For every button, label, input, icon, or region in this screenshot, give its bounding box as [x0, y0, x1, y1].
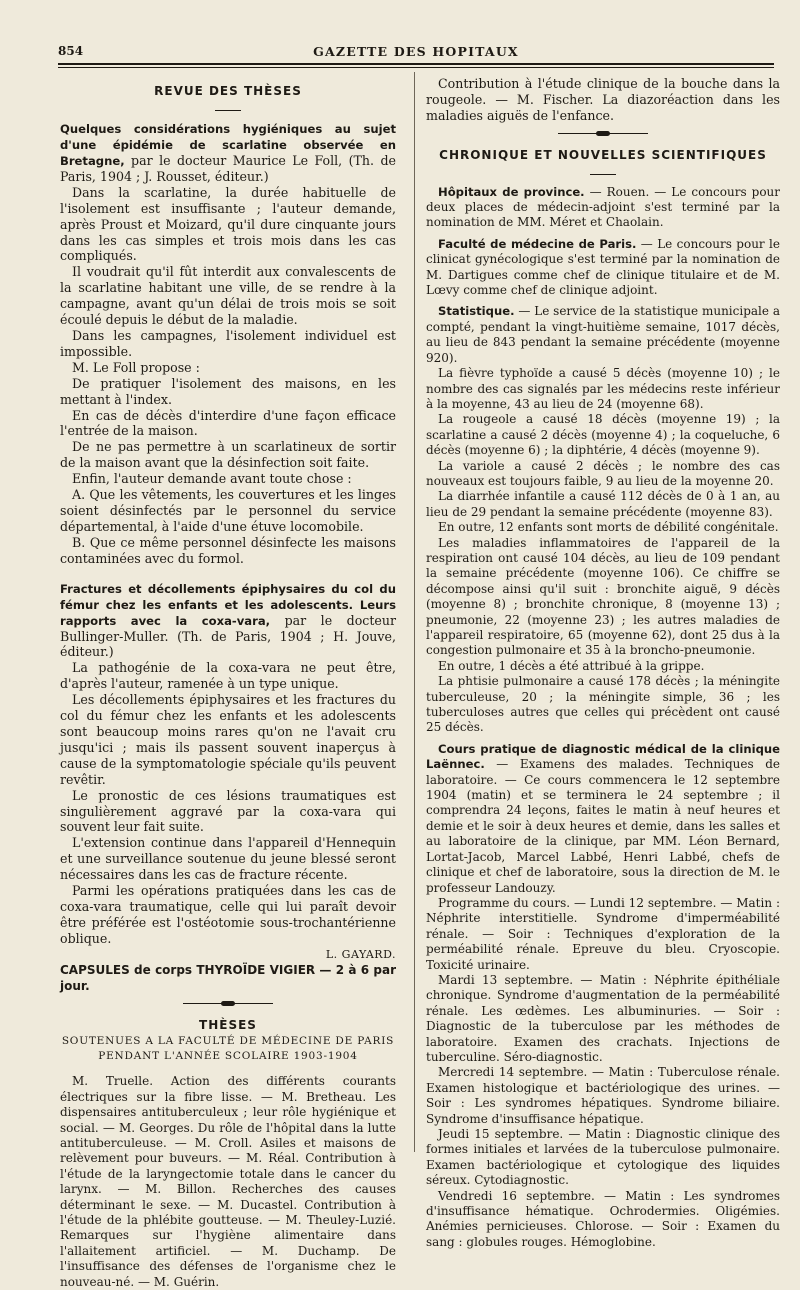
paragraph: La pathogénie de la coxa-vara ne peut être, d'après l'auteur, ramenée à un type unique.: [60, 660, 396, 692]
theses-list: M. Truelle. Action des différents courants électriques sur la fibre lisse. — M. Bretheau. Les dispensaires antituberculeux ; leur rôle hygiénique et social. — M. Georges. Du rôle de l'hôpital dans la lutte antituberculeuse. — M. Croll. Asiles et maisons de relèvement pour buveurs. — M. Réal. Contribution à l'étude de la laryngectomie totale dans le cancer du larynx. — M. Billon. Recherches des causes déterminant le sexe. — M. Ducastel. Contribution à l'étude de la phlébite goutteuse. — M. Theuley-Luzié. Remarques sur l'hygiène alimentaire dans l'allaitement artificiel. — M. Duchamp. De l'insuffisance des défenses de l'organisme chez le nouveau-né. — M. Guérin.: [60, 1074, 396, 1289]
journal-title: GAZETTE DES HOPITAUX: [313, 44, 519, 59]
page-number: 854: [58, 44, 84, 58]
header-rule-thin: [58, 67, 774, 68]
paragraph: La rougeole a causé 18 décès (moyenne 19) ; la scarlatine a causé 2 décès (moyenne 4) ; la coqueluche, 6 décès (moyenne 6) ; la diphtérie, 4 décès (moyenne 9).: [426, 412, 780, 458]
left-column: [60, 76, 396, 1290]
paragraph: Le pronostic de ces lésions traumatiques est singulièrement aggravé par la coxa-vara qui souvent leur fait suite.: [60, 787, 396, 835]
paragraph: Les décollements épiphysaires et les fractures du col du fémur chez les enfants et les adolescents sont beaucoup moins rares qu'on ne l'avait cru jusqu'ici ; mais ils passent souvent inaperçus à cause de la symptomatologie spéciale qu'ils peuvent revêtir.: [60, 692, 396, 787]
section-title-theses: THÈSES: [199, 1018, 257, 1033]
article-title: Fractures et décollements épiphysaires du col du fémur chez les enfants et les adolescents. Leurs rapports avec la coxa-vara,: [60, 581, 396, 628]
news-title: Statistique.: [438, 304, 515, 319]
paragraph: En outre, 1 décès a été attribué à la grippe.: [438, 658, 705, 673]
column-separator: [414, 72, 415, 1152]
paragraph: Jeudi 15 septembre. — Matin : Diagnostic clinique des formes initiales et larvées de la tuberculose pulmonaire. Examen bactériologique et cytologique des liquides séreux. Cytodiagnostic.: [426, 1127, 780, 1188]
news-item-faculte: [426, 237, 780, 299]
paragraph: En cas de décès d'interdire d'une façon efficace l'entrée de la maison.: [60, 407, 396, 439]
ornament-divider: [558, 133, 648, 138]
article-byline: par le docteur Maurice Le Foll, (Th. de Paris, 1904 ; J. Rousset, éditeur.): [60, 152, 396, 184]
signature: L. GAYARD.: [325, 947, 396, 961]
advertisement-line: CAPSULES de corps THYROÏDE VIGIER — 2 à 6 par jour.: [60, 962, 396, 993]
paragraph: M. Le Foll propose :: [72, 359, 200, 375]
article-header: [60, 581, 396, 661]
paragraph: Les maladies inflammatoires de l'appareil de la respiration ont causé 104 décès, au lieu de 109 pendant la semaine précédente (moyenne 106). Ce chiffre se décompose ainsi qu'il suit : bronchite aiguë, 9 décès (moyenne 8) ; bronchite chronique, 8 (moyenne 13) ; pneumonie, 22 (moyenne 23) ; les autres maladies de l'appareil respiratoire, 65 (moyenne 62), dont 25 dus à la congestion pulmonaire et 35 à la broncho-pneumonie.: [426, 535, 780, 658]
paragraph: Mercredi 14 septembre. — Matin : Tuberculose rénale. Examen histologique et bactériologique des urines. — Soir : Les syndromes hépatiques. Syndrome biliaire. Syndrome d'insuffisance hépatique.: [426, 1065, 780, 1126]
paragraph: La diarrhée infantile a causé 112 décès de 0 à 1 an, au lieu de 29 pendant la semaine précédente (moyenne 83).: [426, 489, 780, 519]
paragraph: L'extension continue dans l'appareil d'Hennequin et une surveillance soutenue du jeune blessé seront nécessaires dans les cas de fracture récente.: [60, 835, 396, 883]
paragraph: Dans la scarlatine, la durée habituelle de l'isolement est insuffisante ; l'auteur demande, après Proust et Moizard, qu'il dure cinquante jours dans les cas simples et trois mois dans les cas compliqués.: [60, 184, 396, 264]
article-title: Quelques considérations hygiéniques au sujet d'une épidémie de scarlatine observée en Bretagne,: [60, 121, 396, 168]
theses-subtitle: SOUTENUES A LA FACULTÉ DE MÉDECINE DE PARIS: [61, 1035, 395, 1048]
news-text: — Rouen. — Le concours pour deux places de médecin-adjoint s'est terminé par la nomination de MM. Méret et Chaolain.: [426, 184, 781, 230]
theses-subtitle-year: PENDANT L'ANNÉE SCOLAIRE 1903-1904: [98, 1050, 358, 1063]
divider: [215, 110, 241, 111]
article-header: [60, 121, 396, 185]
paragraph: Mardi 13 septembre. — Matin : Néphrite épithéliale chronique. Syndrome d'augmentation de la perméabilité rénale. Les œdèmes. Les albuminuries. — Soir : Diagnostic de la tuberculose par les méthodes de laboratoire. Examen des crachats. Injections de tuberculine. Séro-diagnostic.: [426, 972, 780, 1064]
paragraph: A. Que les vêtements, les couvertures et les linges soient désinfectés par le personnel du service départemental, à l'aide d'une étuve locomobile.: [60, 487, 396, 534]
paragraph: Vendredi 16 septembre. — Matin : Les syndromes d'insuffisance hématique. Ochrodermies. Oligémies. Anémies pernicieuses. Chlorose. — Soir : Examen du sang : globules rouges. Hémoglobine.: [426, 1188, 780, 1249]
news-title: Cours pratique de diagnostic médical de la clinique Laënnec.: [426, 741, 780, 772]
ornament-divider: [183, 1003, 273, 1008]
news-text: — Le concours pour le clinicat gynécologique s'est terminé par la nomination de M. Dartigues comme chef de clinique titulaire et de M. Lœvy comme chef de clinique adjoint.: [426, 236, 780, 298]
paragraph: Programme du cours. — Lundi 12 septembre. — Matin : Néphrite interstitielle. Syndrome d'imperméabilité rénale. — Soir : Techniques d'exploration de la perméabilité rénale. Epreuve du bleu. Cryoscopie. Toxicité urinaire.: [426, 895, 780, 972]
paragraph: La fièvre typhoïde a causé 5 décès (moyenne 10) ; le nombre des cas signalés par les médecins reste inférieur à la moyenne, 43 au lieu de 24 (moyenne 68).: [426, 366, 780, 411]
paragraph: La phtisie pulmonaire a causé 178 décès ; la méningite tuberculeuse, 20 ; la méningite simple, 36 ; les tuberculoses autres que celles qui précèdent ont causé 25 décès.: [426, 674, 780, 735]
paragraph: B. Que ce même personnel désinfecte les maisons contaminées avec du formol.: [60, 534, 396, 566]
paragraph: Enfin, l'auteur demande avant toute chose :: [72, 471, 352, 487]
section-title-revue: REVUE DES THÈSES: [154, 84, 302, 98]
paragraph: De pratiquer l'isolement des maisons, en les mettant à l'index.: [60, 375, 396, 407]
news-title: Hôpitaux de province.: [438, 184, 585, 199]
right-column: [426, 76, 780, 1250]
divider: [590, 174, 616, 175]
news-item-statistique: [426, 304, 780, 366]
header-rule: [58, 63, 774, 65]
news-text: — Examens des malades. Techniques de laboratoire. — Ce cours commencera le 12 septembre 1904 (matin) et se terminera le 24 septembre ; il comprendra 24 leçons, faites le matin à neuf heures et demie et le soir à deux heures et demie, dans les salles et au laboratoire de la clinique, par MM. Léon Bernard, Lortat-Jacob, Marcel Labbé, Henri Labbé, chefs de clinique et chef de laboratoire, sous la direction de M. le professeur Landouzy.: [426, 757, 780, 895]
news-text: — Le service de la statistique municipale a compté, pendant la vingt-huitième semaine, 1017 décès, au lieu de 843 pendant la semaine précédente (moyenne 920).: [426, 304, 780, 365]
continuation-paragraph: Contribution à l'étude clinique de la bouche dans la rougeole. — M. Fischer. La diazoréaction dans les maladies aiguës de l'enfance.: [426, 76, 780, 123]
article-byline: par le docteur Bullinger-Muller. (Th. de Paris, 1904 ; H. Jouve, éditeur.): [60, 612, 396, 660]
paragraph: En outre, 12 enfants sont morts de débilité congénitale.: [438, 520, 779, 535]
news-item-hopitaux: [426, 185, 780, 231]
section-title-chronique: CHRONIQUE ET NOUVELLES SCIENTIFIQUES: [439, 147, 767, 162]
news-title: Faculté de médecine de Paris.: [438, 236, 637, 251]
running-header: [58, 44, 774, 62]
paragraph: La variole a causé 2 décès ; le nombre des cas nouveaux est toujours faible, 9 au lieu de la moyenne 20.: [426, 458, 780, 488]
paragraph: Parmi les opérations pratiquées dans les cas de coxa-vara traumatique, celle qui lui paraît devoir être préférée est l'ostéotomie sous-trochantérienne oblique.: [60, 883, 396, 946]
news-item-cours: [426, 742, 780, 896]
paragraph: Dans les campagnes, l'isolement individuel est impossible.: [60, 327, 396, 359]
paragraph: Il voudrait qu'il fût interdit aux convalescents de la scarlatine habitant une ville, de se rendre à la campagne, avant qu'un délai de trois mois se soit écoulé depuis le début de la maladie.: [60, 264, 396, 328]
paragraph: De ne pas permettre à un scarlatineux de sortir de la maison avant que la désinfection soit faite.: [60, 439, 396, 471]
